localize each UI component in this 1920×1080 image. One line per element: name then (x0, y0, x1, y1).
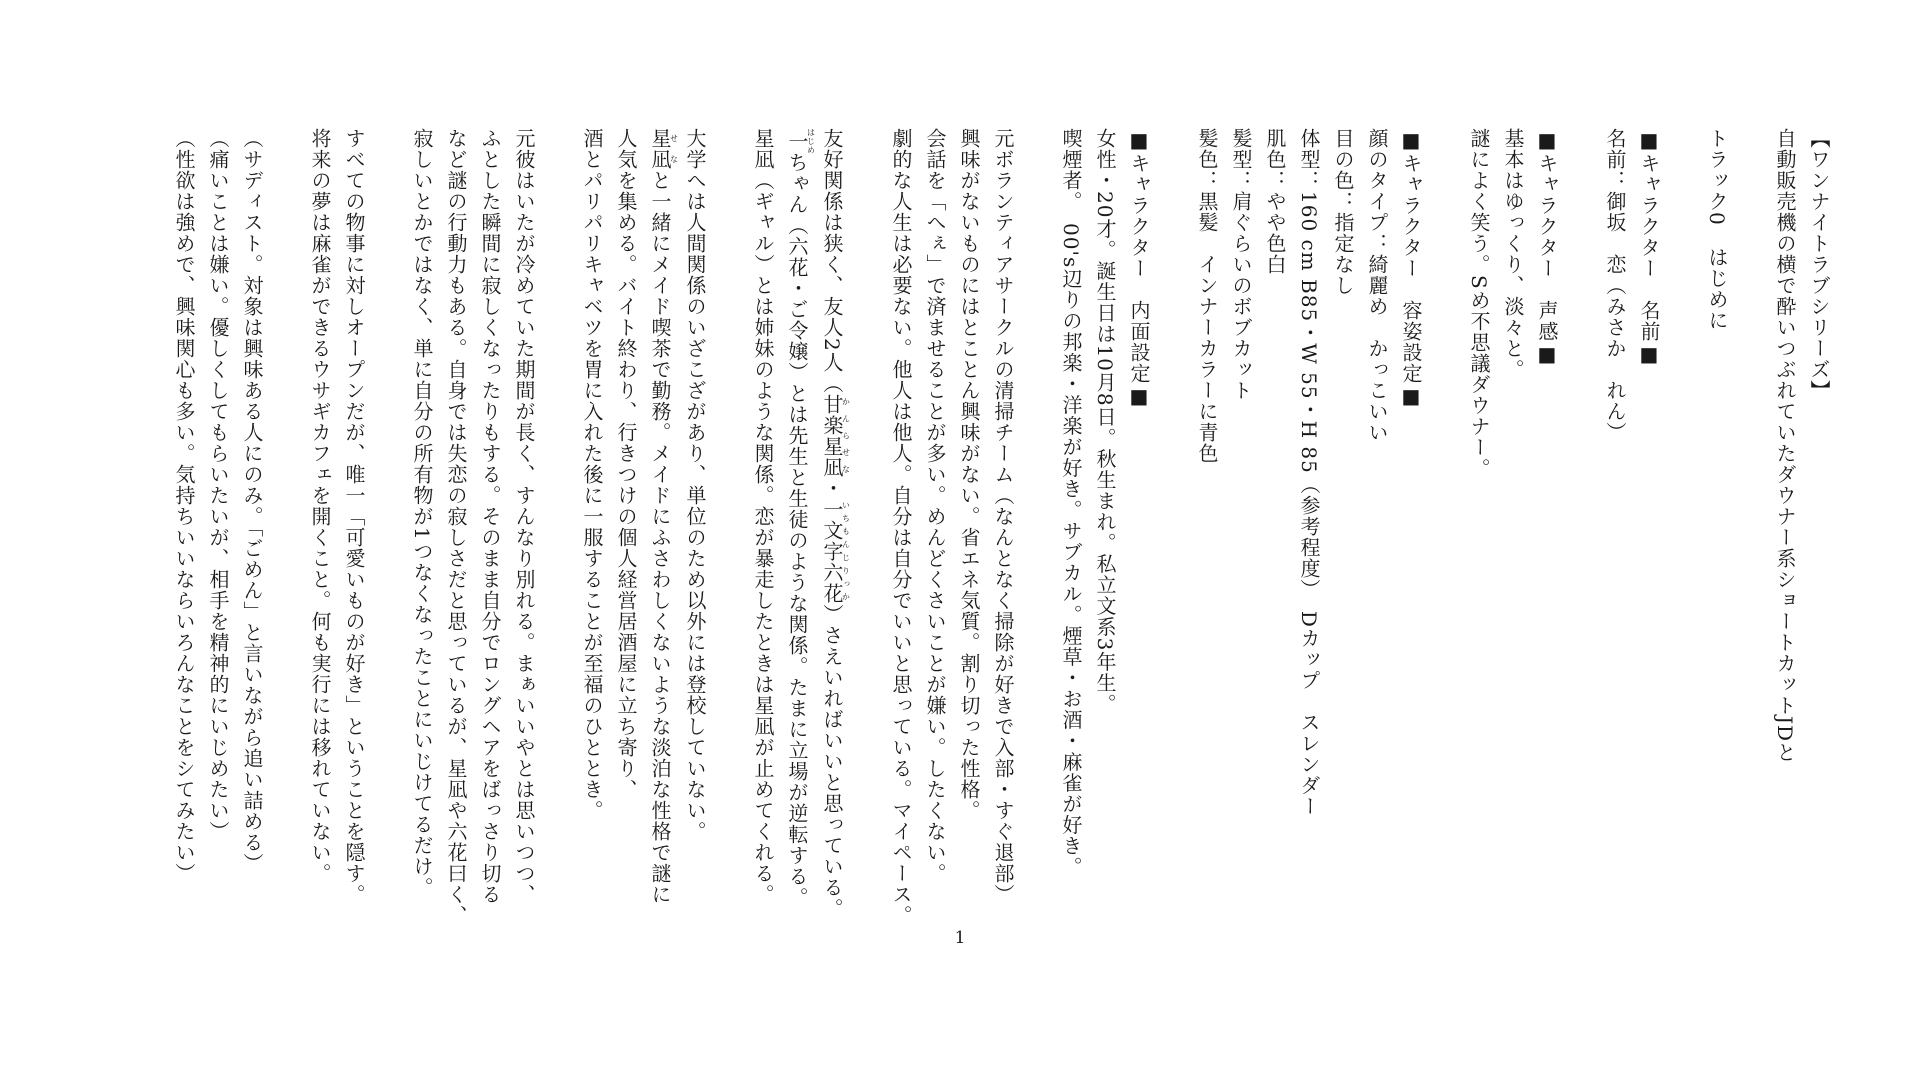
inner-line: 星凪（ギャル）とは姉妹のような関係。恋が暴走したときは星凪が止めてくれる。 (751, 128, 775, 905)
inner-line: すべての物事に対しオープンだが、唯一「可愛いものが好き」ということを隠す。 (342, 128, 366, 905)
ruby-kanra-sena: 甘楽星凪かんらせな (820, 393, 851, 478)
section-heading-inner: ■キャラクター 内面設定■ (1127, 128, 1151, 409)
section-heading-name: ■キャラクター 名前■ (1637, 128, 1661, 367)
section-heading-voice: ■キャラクター 声感■ (1535, 128, 1559, 367)
vertical-text-body (167, 128, 1836, 926)
ruby-sena: 星凪せな (648, 128, 679, 170)
blank-line (1156, 128, 1190, 888)
inner-line: 元彼はいたが冷めていた期間が長く、すんなり別れる。まぁいいやとは思いつつ、 (512, 128, 536, 905)
inner-line: 寂しいとかではなく、単に自分の所有物が1つなくなったことにいじけてるだけ。 (410, 128, 434, 898)
inner-line: 酒とパリパリキャベツを胃に入れた後に一服することが至福のひととき。 (580, 128, 604, 821)
blank-line (1020, 128, 1054, 888)
inner-line: 女性・20才。誕生日は10月8日。秋生まれ。私立文系3年生。 (1093, 128, 1117, 715)
ruby-ichimonji-rikka: 一文字六花いちもんじりっか (820, 498, 851, 604)
note-line: （性欲は強めで、興味関心も多い。気持ちいいならいろんなことをシてみたい） (172, 128, 196, 884)
inner-line: 喫煙者。 00's辺りの邦楽・洋楽が好き。サブカル。煙草・お酒・麻雀が好き。 (1059, 128, 1083, 878)
appearance-line: 髪色：黒髪 インナーカラーに青色 (1195, 128, 1219, 464)
inner-line: 元ボランティアサークルの清掃チーム（なんとなく掃除が好きで入部・すぐ退部） (991, 128, 1015, 905)
inner-line: ふとした瞬間に寂しくなったりもする。そのまま自分でロングヘアをばっさり切る (478, 128, 502, 905)
appearance-line: 顔のタイプ：綺麗め かっこいい (1365, 128, 1389, 443)
inner-line: 人気を集める。バイト終わり、行きつけの個人経営居酒屋に立ち寄り、 (614, 128, 638, 800)
voice-line: 謎によく笑う。Sめ不思議ダウナー。 (1467, 128, 1491, 479)
appearance-line: 肌色：やや色白 (1263, 128, 1287, 275)
blank-line (541, 128, 575, 888)
name-line: 名前：御坂 恋（みさか れん） (1603, 128, 1627, 443)
blank-line (850, 128, 884, 888)
friends-line: 友好関係は狭く、友人2人（甘楽星凪かんらせな・一文字六花いちもんじりっか）さえいればいいと思っている。 (820, 128, 851, 919)
inner-line: 会話を「へぇ」で済ませることが多い。めんどくさいことが嫌い。したくない。 (923, 128, 947, 884)
note-line: （痛いことは嫌い。優しくしてもらいたいが、相手を精神的にいじめたい） (206, 128, 230, 842)
work-title: 自動販売機の横で酔いつぶれていたダウナー系ショートカットJDと (1773, 128, 1797, 764)
appearance-line: 目の色：指定なし (1331, 128, 1355, 296)
appearance-line: 髪型：肩ぐらいのボブカット (1229, 128, 1253, 401)
friends-line-end: ）さえいればいいと思っている。 (820, 603, 844, 919)
ruby-hajime: 一はじめ (785, 128, 816, 155)
blank-line (269, 128, 303, 888)
blank-line (1564, 128, 1598, 888)
blank-line (1734, 128, 1768, 888)
inner-line: 大学へは人間関係のいざこざがあり、単位のため以外には登校していない。 (683, 128, 707, 842)
note-line: （サディスト。対象は興味ある人にのみ。「ごめん」と言いながら追い詰める） (240, 128, 264, 874)
inner-line: 一はじめちゃん（六花・ご令嬢）とは先生と生徒のような関係。たまに立場が逆転する。 (785, 128, 816, 908)
blank-line (1666, 128, 1700, 888)
section-heading-appearance: ■キャラクター 容姿設定■ (1399, 128, 1423, 409)
appearance-line: 体型：160 cm B85・W 55・H 85（参考程度） Dカップ スレンダー (1297, 128, 1321, 817)
inner-line: 将来の夢は麻雀ができるウサギカフェを開くこと。何も実行には移れていない。 (308, 128, 332, 884)
inner-line: 興味がないものにはとことん興味がない。省エネ気質。割り切った性格。 (957, 128, 981, 821)
blank-line (371, 128, 405, 888)
inner-line: など謎の行動力もある。自身では失恋の寂しさだと思っているが、星凪や六花曰く、 (444, 128, 468, 926)
inner-line: 星凪せなと一緒にメイド喫茶で勤務。メイドにふさわしくないような淡泊な性格で謎に (648, 128, 679, 905)
track-title: トラック0 はじめに (1705, 128, 1729, 331)
blank-line (1428, 128, 1462, 888)
page-number: 1 (954, 928, 966, 948)
inner-line: 劇的な人生は必要ない。他人は他人。自分は自分でいいと思っている。マイペース。 (889, 128, 913, 926)
voice-line: 基本はゆっくり、淡々と。 (1501, 128, 1525, 380)
series-title: 【ワンナイトラブシリーズ】 (1807, 128, 1831, 401)
blank-line (712, 128, 746, 888)
friends-line-start: 友好関係は狭く、友人2人（ (820, 128, 844, 394)
